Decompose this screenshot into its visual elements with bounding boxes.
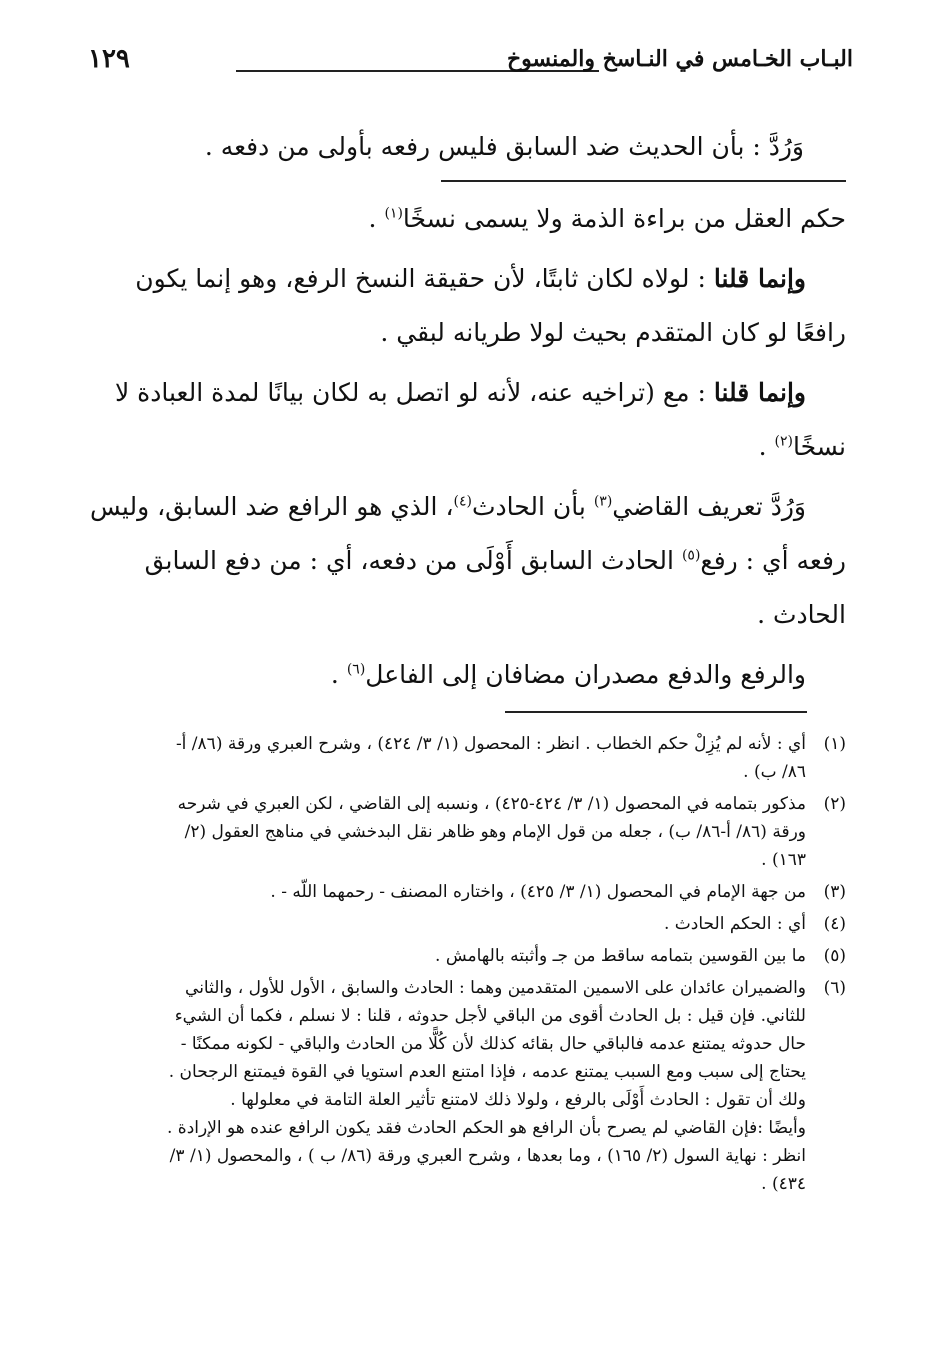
paragraph-3-text: : لولاه لكان ثابتًا، لأن حقيقة النسخ الرفع، وهو إنما يكون رافعًا لو كان المتقدم بحيث لولا طريانه لبقي .: [135, 264, 846, 347]
footnote-line: ١٦٣) .: [761, 850, 806, 870]
footnote-text: [76, 730, 806, 786]
paragraph-5: [86, 480, 846, 642]
footnote-line: أي : الحكم الحادث .: [664, 914, 806, 934]
paragraph-1: وَرُدَّ : بأن الحديث ضد السابق فليس رفعه بأولى من دفعه .: [204, 132, 804, 161]
footnote-number: (٦): [823, 978, 846, 998]
footnote-text: [76, 878, 806, 906]
paragraph-6: [86, 648, 846, 702]
paragraph-5-d: الحادث السابق أَوْلَى من دفعه، أي : من دفع السابق الحادث .: [144, 546, 846, 629]
footnote-number: (٥): [823, 946, 846, 966]
chapter-title: البـاب الخـامس في النـاسخ والمنسوخ: [506, 46, 853, 72]
footnote-line: للثاني. فإن قيل : بل الحادث أقوى من الباقي لأجل حدوثه ، قلنا : لا نسلم ، فكما أن الشيء: [174, 1006, 806, 1026]
footnote-text: [76, 974, 806, 1198]
footnote-text: [76, 942, 806, 970]
paragraph-2-text: حكم العقل من براءة الذمة ولا يسمى نسخًا: [402, 204, 846, 233]
footnote-line: حال حدوثه يمتنع عدمه فالباقي حال بقائه كذلك لأن كُلًّا من الحادث والباقي - لكونه ممكنًا -: [180, 1034, 806, 1054]
footnote-line: ٨٦/ ب) .: [743, 762, 806, 782]
footnote-line: مذكور بتمامه في المحصول (١/ ٣/ ٤٢٤-٤٢٥) ، ونسبه إلى القاضي ، لكن العبري في شرحه: [177, 794, 806, 814]
paragraph-4: [86, 366, 846, 474]
footnote-number: (٣): [823, 882, 846, 902]
running-header: [88, 44, 853, 84]
footnote-line: والضميران عائدان على الاسمين المتقدمين وهما : الحادث والسابق ، الأول للأول ، والثاني: [185, 978, 806, 998]
footnote-ref-2: (٢): [774, 433, 793, 450]
footnote-line: من جهة الإمام في المحصول (١/ ٣/ ٤٢٥) ، واختاره المصنف - رحمهما اللّه - .: [270, 882, 806, 902]
footnote-6: [76, 974, 846, 1198]
paragraph-5-a: وَرُدَّ تعريف القاضي: [612, 492, 806, 521]
paragraph-4-end: .: [758, 432, 775, 461]
paragraph-6-text: والرفع والدفع مصدران مضافان إلى الفاعل: [365, 660, 806, 689]
footnote-number: (١): [823, 734, 846, 754]
footnote-4: [76, 910, 846, 938]
footnote-5: [76, 942, 846, 970]
paragraph-5-c: ، الذي هو الرافع ضد السابق، وليس رفعه أي : رفع: [90, 492, 846, 575]
footnote-ref-6: (٦): [346, 661, 366, 678]
paragraph-4-lead: وإنما قلنا: [713, 378, 806, 407]
paragraph-6-end: .: [330, 660, 347, 689]
footnote-ref-4: (٤): [453, 493, 472, 510]
footnote-line: ٤٣٤) .: [761, 1174, 806, 1194]
footnote-number: (٢): [823, 794, 846, 814]
footnote-line: ورقة (٨٦/ أ-٨٦/ ب) ، جعله من قول الإمام وهو ظاهر نقل البدخشي في مناهج العقول (٢/: [184, 822, 806, 842]
page-number: ١٢٩: [88, 44, 130, 74]
footnote-rule: [505, 711, 807, 713]
paragraph-2: [86, 192, 846, 246]
footnote-ref-3: (٣): [593, 493, 613, 510]
footnote-3: [76, 878, 846, 906]
footnote-text: [76, 790, 806, 874]
footnote-line: يحتاج إلى سبب ومع السبب يمتنع عدمه ، فإذا امتنع العدم استويا في القوة فيمتنع الرجحان .: [168, 1062, 806, 1082]
paragraph-2-end: .: [368, 204, 385, 233]
footnotes: [76, 730, 846, 1202]
footnote-ref-1: (١): [384, 205, 403, 222]
footnote-text: [76, 910, 806, 938]
paragraph-5-b: بأن الحادث: [471, 492, 594, 521]
footnote-line: ما بين القوسين بتمامه ساقط من جـ وأثبته بالهامش .: [435, 946, 806, 966]
paragraph-3-lead: وإنما قلنا: [713, 264, 806, 293]
main-text: [86, 120, 846, 702]
paragraph-3: [86, 252, 846, 360]
footnote-line: أي : لأنه لم يُزِلْ حكم الخطاب . انظر : المحصول (١/ ٣/ ٤٢٤) ، وشرح العبري ورقة (٨٦/ أ-: [175, 734, 806, 754]
paragraph-4-text: : مع (تراخيه عنه، لأنه لو اتصل به لكان بيانًا لمدة العبادة لا نسخًا: [114, 378, 846, 461]
footnote-line: ولك أن تقول : الحادث أَوْلَى بالرفع ، ولولا ذلك لامتنع تأثير العلة التامة في معلولها .: [230, 1090, 806, 1110]
footnote-2: [76, 790, 846, 874]
footnote-line: انظر : نهاية السول (٢/ ١٦٥) ، وما بعدها ، وشرح العبري ورقة (٨٦/ ب ) ، والمحصول (١/ ٣/: [169, 1146, 806, 1166]
separator-rule: [441, 180, 846, 182]
footnote-ref-5: (٥): [681, 547, 701, 564]
footnote-number: (٤): [823, 914, 846, 934]
footnote-1: [76, 730, 846, 786]
footnote-line: وأيضًا :فإن القاضي لم يصرح بأن الرافع هو الحكم الحادث فقد يكون الرافع عنده هو الإرادة .: [166, 1118, 806, 1138]
